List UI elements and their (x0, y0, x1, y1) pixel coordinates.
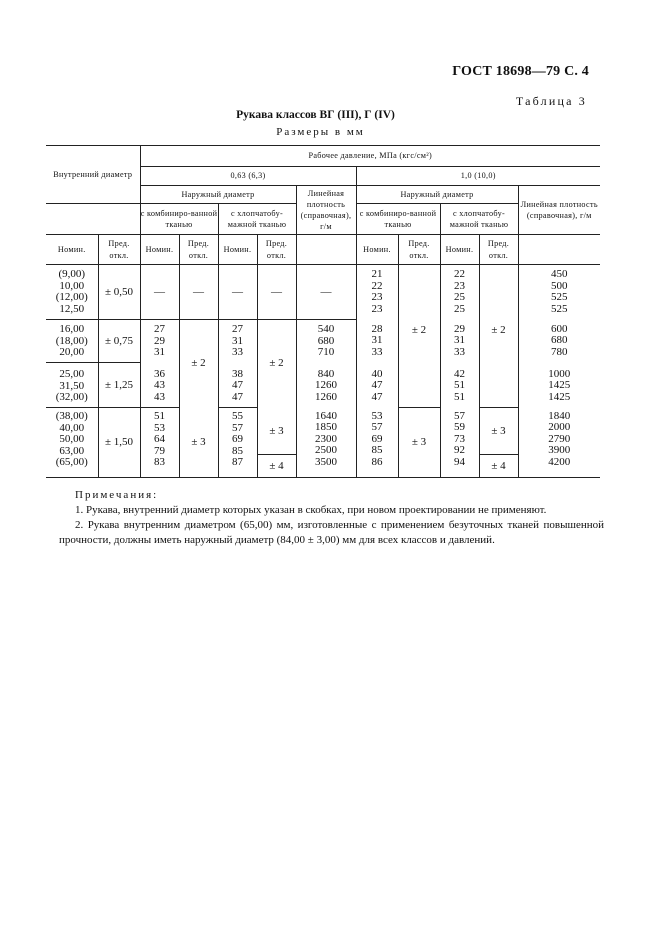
combined-deviation-cell: ± 2 (179, 320, 218, 408)
header-working-pressure: Рабочее давление, МПа (кгс/см²) (140, 146, 600, 167)
combined-deviation-cell: ± 3 (398, 408, 440, 478)
cotton-deviation-cell: ± 2 (257, 320, 296, 408)
header-combined-fabric-1: с комбиниро-ванной тканью (140, 204, 218, 235)
combined-nominal-cell: 21 22 23 23 (356, 265, 398, 320)
header-nominal: Номин. (356, 235, 398, 265)
density-cell: 540 680 710 (296, 320, 356, 363)
density-cell: 1840 2000 2790 3900 4200 (518, 408, 600, 478)
header-density-cell (296, 235, 356, 265)
cotton-deviation-cell: ± 3 ± 4 (479, 408, 518, 478)
cotton-nominal-cell: 29 31 33 (440, 320, 479, 363)
density-cell: 1000 1425 1425 (548, 367, 571, 403)
header-nominal: Номин. (140, 235, 179, 265)
inner-deviation-cell: ± 1,50 (98, 408, 140, 478)
header-outer-diameter-1: Наружный диаметр (140, 186, 296, 204)
combined-deviation-cell: ± 3 (179, 408, 218, 478)
header-deviation: Пред. откл. (479, 235, 518, 265)
inner-nominal-cell: (9,00) 10,00 (12,00) 12,50 (46, 265, 98, 320)
table-caption: Рукава классов ВГ (III), Г (IV) (236, 109, 395, 121)
inner-nominal-cell: 25,00 31,50 (32,00) (46, 363, 98, 408)
combined-nominal-cell: — (140, 265, 179, 320)
notes-section (59, 488, 604, 548)
combined-nominal-cell: 53 57 69 85 86 (356, 408, 398, 478)
header-deviation: Пред. откл. (257, 235, 296, 265)
combined-deviation-cell (398, 265, 440, 320)
combined-nominal-cell: 28 31 33 (356, 320, 398, 363)
combined-deviation-cell (398, 363, 440, 408)
header-density-1: Линейная плотность (справочная), г/м (296, 186, 356, 235)
header-outer-diameter-2: Наружный диаметр (356, 186, 518, 204)
combined-deviation-cell: — (179, 265, 218, 320)
cotton-nominal-cell: — (218, 265, 257, 320)
combined-nominal-cell: 36 43 43 (140, 363, 179, 408)
note-2: 2. Рукава внутренним диаметром (65,00) мм, изготовленные с применением безуточных тканей повышенной прочности, должны иметь наружный диаметр (84,00 ± 3,00) мм для всех классов и давлений. (59, 519, 604, 546)
density-cell: — (296, 265, 356, 320)
header-spacer (46, 204, 140, 235)
cotton-deviation-cell (479, 363, 518, 408)
header-cotton-fabric-1: с хлопчатобу-мажной тканью (218, 204, 296, 235)
cotton-nominal-cell: 38 47 47 (218, 363, 257, 408)
header-density-cell (518, 235, 600, 265)
cotton-nominal-cell: 22 23 25 25 (440, 265, 479, 320)
header-deviation: Пред. откл. (398, 235, 440, 265)
cotton-nominal-cell: 42 51 51 (440, 363, 479, 408)
density-cell: 840 1260 1260 (296, 363, 356, 408)
inner-nominal-cell: 16,00 (18,00) 20,00 (46, 320, 98, 363)
header-nominal: Номин. (218, 235, 257, 265)
inner-nominal-cell: (38,00) 40,00 50,00 63,00 (65,00) (46, 408, 98, 478)
header-inner-diameter: Внутренний диаметр (46, 146, 140, 204)
cotton-deviation-cell (479, 265, 518, 320)
cotton-deviation-cell: — (257, 265, 296, 320)
density-cell: 450 500 525 525 (551, 268, 568, 315)
cotton-nominal-cell: 27 31 33 (218, 320, 257, 363)
inner-deviation-cell: ± 0,75 (98, 320, 140, 363)
inner-deviation-cell: ± 0,50 (98, 265, 140, 320)
header-nominal: Номин. (440, 235, 479, 265)
header-nominal: Номин. (46, 235, 98, 265)
table-number: Таблица 3 (515, 94, 587, 108)
density-cell: 1640 1850 2300 2500 3500 (296, 408, 356, 478)
cotton-nominal-cell: 55 57 69 85 87 (218, 408, 257, 478)
note-1: 1. Рукава, внутренний диаметр которых указан в скобках, при новом проектировании не применяют. (75, 504, 547, 516)
hose-dimensions-table (46, 145, 600, 478)
document-reference: ГОСТ 18698—79 С. 4 (452, 64, 589, 79)
combined-deviation-cell: ± 2 (398, 320, 440, 363)
header-cotton-fabric-2: с хлопчатобу-мажной тканью (440, 204, 518, 235)
header-pressure-10: 1,0 (10,0) (356, 167, 600, 186)
cotton-deviation-cell: ± 3 ± 4 (257, 408, 296, 478)
combined-nominal-cell: 40 47 47 (356, 363, 398, 408)
header-density-2: Линейная плотность (справочная), г/м (518, 186, 600, 235)
inner-deviation-cell: ± 1,25 (98, 363, 140, 408)
header-deviation: Пред. откл. (179, 235, 218, 265)
notes-title: Примечания: (75, 489, 159, 501)
header-deviation: Пред. откл. (98, 235, 140, 265)
combined-nominal-cell: 51 53 64 79 83 (140, 408, 179, 478)
combined-nominal-cell: 27 29 31 (140, 320, 179, 363)
header-combined-fabric-2: с комбиниро-ванной тканью (356, 204, 440, 235)
units-note: Размеры в мм (276, 126, 365, 138)
cotton-nominal-cell: 57 59 73 92 94 (440, 408, 479, 478)
cotton-deviation-cell: ± 2 (479, 320, 518, 363)
density-cell: 600 680 780 (551, 322, 568, 358)
header-pressure-063: 0,63 (6,3) (140, 167, 356, 186)
